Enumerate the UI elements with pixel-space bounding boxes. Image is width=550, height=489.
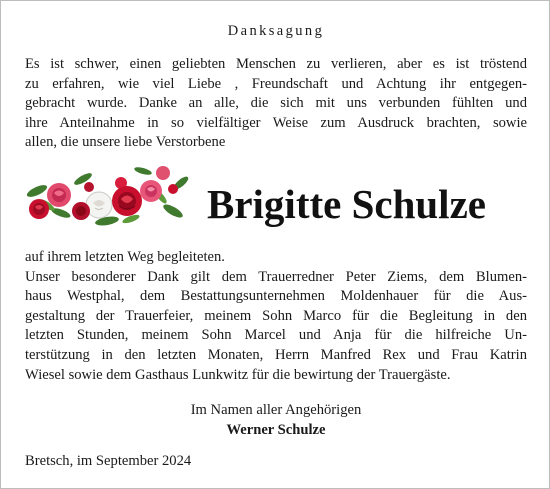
intro-line: Es ist schwer, einen geliebten Menschen zu verlieren, aber es ist tröstend — [25, 56, 527, 72]
intro-line: allen, die unsere liebe Verstorbene — [25, 134, 226, 151]
thanks-line: Unser besonderer Dank gilt dem Trauerredner Peter Ziems, dem Blumen- — [25, 268, 527, 285]
thanks-line: gestaltung der Trauerfeier, meinem Sohn Marco für die Begleitung in den — [25, 307, 527, 324]
rose-bouquet-icon — [23, 161, 193, 231]
intro-line: zu erfahren, wie viel Liebe , Freundschaft und Achtung ihr entgegen- — [25, 75, 527, 92]
thanks-line: auf ihrem letzten Weg begleiteten. — [25, 249, 225, 265]
thanks-line: haus Westphal, dem Bestattungsunternehmen Moldenhauer für die Aus- — [25, 288, 527, 305]
intro-line: ihre Anteilnahme in so vielfältiger Weise zum Ausdruck brachten, sowie — [25, 114, 527, 131]
thanks-paragraph — [25, 248, 527, 385]
intro-line: gebracht wurde. Danke an alle, die sich mit uns verbunden fühlten und — [25, 95, 527, 112]
signoff-block — [1, 401, 550, 440]
thanks-line: Wiesel sowie dem Gasthaus Lunkwitz für die bewirtung der Trauergäste. — [25, 366, 451, 383]
place-date: Bretsch, im September 2024 — [25, 453, 192, 469]
deceased-name: Brigitte Schulze — [207, 181, 486, 227]
thanks-line: terstützung in den letzten Monaten, Herrn Manfred Rex und Frau Katrin — [25, 346, 527, 363]
intro-paragraph — [25, 55, 527, 153]
signoff-line: Im Namen aller Angehörigen — [190, 402, 362, 418]
notice-title: Danksagung — [227, 23, 325, 39]
thanks-line: letzten Stunden, meinem Sohn Marcel und Anja für die hilfreiche Un- — [25, 327, 527, 344]
signoff-name: Werner Schulze — [226, 421, 326, 438]
